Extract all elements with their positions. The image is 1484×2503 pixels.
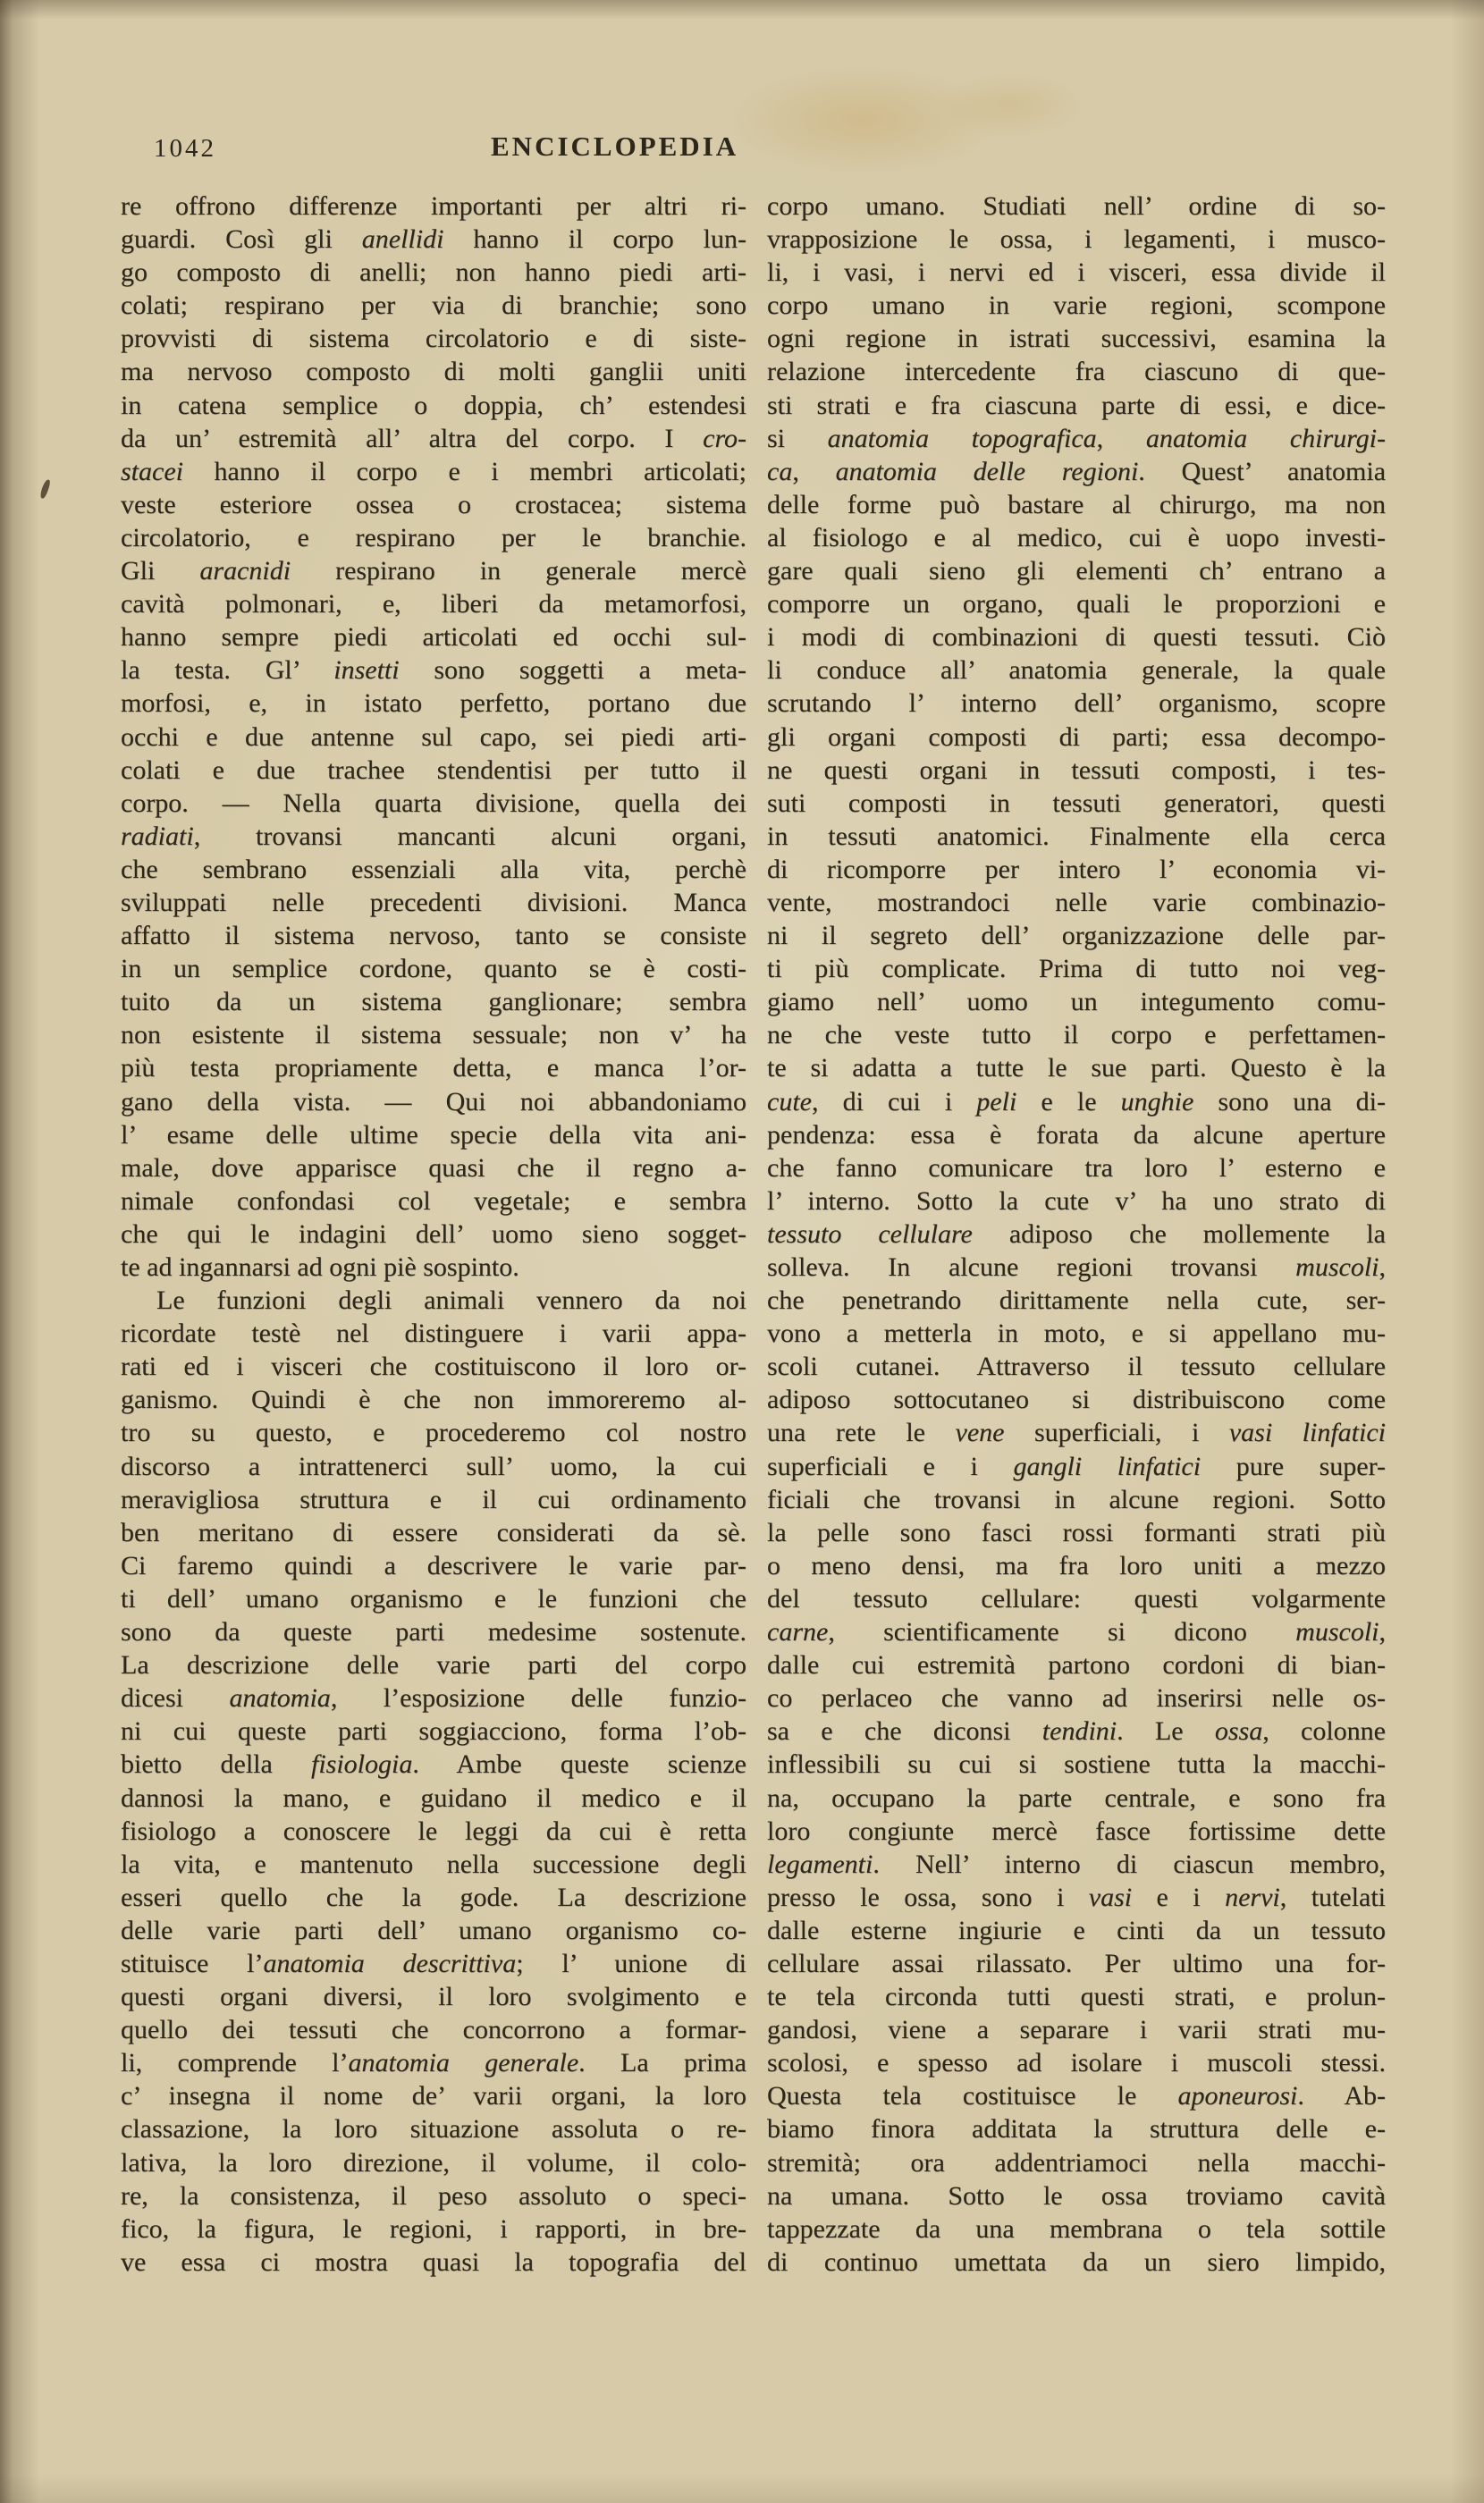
text-line: Ci faremo quindi a descrivere le varie par-	[121, 1550, 746, 1580]
text-line: di ricomporre per intero l’ economia vi-	[767, 854, 1386, 884]
page-number: 1042	[154, 134, 216, 163]
text-line: circolatorio, e respirano per le branchie.	[121, 522, 746, 552]
text-line: La descrizione delle varie parti del corpo	[121, 1650, 746, 1681]
text-line: corpo umano. Studiati nell’ ordine di so-	[767, 191, 1386, 221]
text-line: ve essa ci mostra quasi la topografia del	[121, 2246, 746, 2277]
text-line: Le funzioni degli animali vennero da noi	[156, 1285, 746, 1316]
text-line: li, i vasi, i nervi ed i visceri, essa divide il	[767, 257, 1386, 288]
text-line: biamo finora additata la struttura delle e-	[767, 2114, 1386, 2145]
text-line: dannosi la mano, e guidano il medico e il	[121, 1782, 746, 1813]
text-line: hanno sempre piedi articolati ed occhi sul-	[121, 622, 746, 653]
text-line: gandosi, viene a separare i varii strati mu-	[767, 2015, 1386, 2045]
text-line: vente, mostrandoci nelle varie combinazio-	[767, 887, 1386, 917]
text-line: in tessuti anatomici. Finalmente ella cerca	[767, 821, 1386, 851]
text-line: affatto il sistema nervoso, tanto se consiste	[121, 921, 746, 951]
text-line: scolosi, e spesso ad isolare i muscoli stessi.	[767, 2048, 1386, 2078]
text-line: nimale confondasi col vegetale; e sembra	[121, 1185, 746, 1216]
text-line: o meno densi, ma fra loro uniti a mezzo	[767, 1550, 1386, 1580]
text-line: i modi di combinazioni di questi tessuti. Ciò	[767, 622, 1386, 653]
text-line: relazione intercedente fra ciascuno di que-	[767, 357, 1386, 387]
text-line: ma nervoso composto di molti ganglii uniti	[121, 357, 746, 387]
text-line: occhi e due antenne sul capo, sei piedi arti-	[121, 721, 746, 752]
text-line: go composto di anelli; non hanno piedi arti-	[121, 257, 746, 288]
text-line: sono da queste parti medesime sostenute.	[121, 1617, 746, 1648]
text-line: cellulare assai rilassato. Per ultimo una for-	[767, 1948, 1386, 1978]
text-line: rati ed i visceri che costituiscono il loro or-	[121, 1352, 746, 1382]
text-line: dalle cui estremità partono cordoni di bian-	[767, 1650, 1386, 1681]
text-line: tuito da un sistema ganglionare; sembra	[121, 987, 746, 1017]
text-line: delle varie parti dell’ umano organismo co-	[121, 1915, 746, 1945]
text-line: loro congiunte mercè fasce fortissime dette	[767, 1816, 1386, 1846]
text-line: che fanno comunicare tra loro l’ esterno e	[767, 1152, 1386, 1183]
text-line: più testa propriamente detta, e manca l’or-	[121, 1053, 746, 1083]
text-line: te ad ingannarsi ad ogni piè sospinto.	[121, 1252, 519, 1282]
text-line: provvisti di sistema circolatorio e di siste-	[121, 324, 746, 354]
text-line: lativa, la loro direzione, il volume, il colo-	[121, 2147, 746, 2178]
text-line: meravigliosa struttura e il cui ordinamento	[121, 1484, 746, 1514]
text-line: te tela circonda tutti questi strati, e prolun-	[767, 1982, 1386, 2012]
text-line: Questa tela costituisce le aponeurosi. Ab-	[767, 2081, 1386, 2111]
text-line: dicesi anatomia, l’esposizione delle funzio-	[121, 1683, 746, 1714]
text-line: veste esteriore ossea o crostacea; sistema	[121, 489, 746, 519]
text-line: sti strati e fra ciascuna parte di essi, e dice-	[767, 390, 1386, 420]
text-line: suti composti in tessuti generatori, questi	[767, 788, 1386, 818]
running-title: ENCICLOPEDIA	[491, 131, 739, 162]
text-line: c’ insegna il nome de’ varii organi, la loro	[121, 2081, 746, 2111]
text-line: li, comprende l’anatomia generale. La prima	[121, 2048, 746, 2078]
text-line: di continuo umettata da un siero limpido,	[767, 2246, 1386, 2277]
text-line: ne questi organi in tessuti composti, i tes-	[767, 754, 1386, 785]
text-line: bietto della fisiologia. Ambe queste scienze	[121, 1749, 746, 1780]
text-line: esseri quello che la gode. La descrizione	[121, 1882, 746, 1912]
text-line: superficiali e i gangli linfatici pure super-	[767, 1451, 1386, 1481]
text-line: del tessuto cellulare: questi volgarmente	[767, 1583, 1386, 1614]
text-line: co perlaceo che vanno ad inserirsi nelle os-	[767, 1683, 1386, 1714]
text-line: te si adatta a tutte le sue parti. Questo è la	[767, 1053, 1386, 1083]
text-line: tro su questo, e procederemo col nostro	[121, 1418, 746, 1448]
text-line: dalle esterne ingiurie e cinti da un tessuto	[767, 1915, 1386, 1945]
text-line: na umana. Sotto le ossa troviamo cavità	[767, 2180, 1386, 2211]
text-line: presso le ossa, sono i vasi e i nervi, tutelati	[767, 1882, 1386, 1912]
text-line: comporre un organo, quali le proporzioni e	[767, 589, 1386, 619]
text-line: sa e che diconsi tendini. Le ossa, colonne	[767, 1716, 1386, 1747]
text-line: stacei hanno il corpo e i membri articolati;	[121, 456, 746, 486]
text-line: guardi. Così gli anellidi hanno il corpo lun-	[121, 224, 746, 255]
text-line: corpo. — Nella quarta divisione, quella dei	[121, 788, 746, 818]
text-line: morfosi, e, in istato perfetto, portano due	[121, 688, 746, 719]
text-line: li conduce all’ anatomia generale, la quale	[767, 655, 1386, 686]
text-line: adiposo sottocutaneo si distribuiscono come	[767, 1385, 1386, 1415]
text-column-left	[121, 190, 746, 2279]
text-line: inflessibili su cui si sostiene tutta la macchi-	[767, 1749, 1386, 1780]
text-line: gano della vista. — Qui noi abbandoniamo	[121, 1086, 746, 1117]
text-line: carne, scientificamente si dicono muscoli,	[767, 1617, 1386, 1648]
text-line: pendenza: essa è forata da alcune aperture	[767, 1119, 1386, 1150]
text-line: che sembrano essenziali alla vita, perchè	[121, 854, 746, 884]
text-line: una rete le vene superficiali, i vasi linfatici	[767, 1418, 1386, 1448]
text-line: l’ esame delle ultime specie della vita ani-	[121, 1119, 746, 1150]
text-line: solleva. In alcune regioni trovansi muscoli,	[767, 1252, 1386, 1282]
text-line: classazione, la loro situazione assoluta o re-	[121, 2114, 746, 2145]
text-line: ca, anatomia delle regioni. Quest’ anatomia	[767, 456, 1386, 486]
text-line: vono a metterla in moto, e si appellano mu-	[767, 1319, 1386, 1349]
text-line: ogni regione in istrati successivi, esamina la	[767, 324, 1386, 354]
text-line: che penetrando dirittamente nella cute, ser-	[767, 1285, 1386, 1316]
text-line: ricordate testè nel distinguere i varii appa-	[121, 1319, 746, 1349]
text-line: tessuto cellulare adiposo che mollemente la	[767, 1218, 1386, 1249]
text-line: ti più complicate. Prima di tutto noi veg-	[767, 954, 1386, 984]
text-line: sviluppati nelle precedenti divisioni. Manca	[121, 887, 746, 917]
text-line: non esistente il sistema sessuale; non v’ ha	[121, 1020, 746, 1050]
text-line: si anatomia topografica, anatomia chirurgi-	[767, 423, 1386, 453]
text-line: in un semplice cordone, quanto se è costi-	[121, 954, 746, 984]
text-line: colati e due trachee stendentisi per tutto il	[121, 754, 746, 785]
text-line: na, occupano la parte centrale, e sono fra	[767, 1782, 1386, 1813]
text-line: questi organi diversi, il loro svolgimento e	[121, 1982, 746, 2012]
text-line: giamo nell’ uomo un integumento comu-	[767, 987, 1386, 1017]
text-column-right	[767, 190, 1386, 2279]
text-line: vrapposizione le ossa, i legamenti, i musco-	[767, 224, 1386, 255]
text-line: scrutando l’ interno dell’ organismo, scopre	[767, 688, 1386, 719]
text-line: al fisiologo e al medico, cui è uopo investi-	[767, 522, 1386, 552]
text-line: da un’ estremità all’ altra del corpo. I cro-	[121, 423, 746, 453]
text-line: legamenti. Nell’ interno di ciascun membro,	[767, 1849, 1386, 1879]
text-line: ni cui queste parti soggiacciono, forma l’ob-	[121, 1716, 746, 1747]
text-line: gli organi composti di parti; essa decompo-	[767, 721, 1386, 752]
text-line: quello dei tessuti che concorrono a formar-	[121, 2015, 746, 2045]
text-line: Gli aracnidi respirano in generale mercè	[121, 556, 746, 586]
text-line: l’ interno. Sotto la cute v’ ha uno strato di	[767, 1185, 1386, 1216]
text-line: stremità; ora addentriamoci nella macchi-	[767, 2147, 1386, 2178]
text-line: che qui le indagini dell’ uomo sieno sogget-	[121, 1218, 746, 1249]
ink-mark	[39, 478, 51, 499]
text-line: corpo umano in varie regioni, scompone	[767, 291, 1386, 321]
text-line: ganismo. Quindi è che non immoreremo al-	[121, 1385, 746, 1415]
text-line: in catena semplice o doppia, ch’ estendesi	[121, 390, 746, 420]
text-line: ben meritano di essere considerati da sè.	[121, 1517, 746, 1547]
text-line: stituisce l’anatomia descrittiva; l’ unione di	[121, 1948, 746, 1978]
text-line: male, dove apparisce quasi che il regno a-	[121, 1152, 746, 1183]
text-line: ti dell’ umano organismo e le funzioni che	[121, 1583, 746, 1614]
text-line: la vita, e mantenuto nella successione degli	[121, 1849, 746, 1879]
text-line: cute, di cui i peli e le unghie sono una di-	[767, 1086, 1386, 1117]
text-line: radiati, trovansi mancanti alcuni organi,	[121, 821, 746, 851]
text-line: fico, la figura, le regioni, i rapporti, in bre-	[121, 2213, 746, 2244]
text-line: scoli cutanei. Attraverso il tessuto cellulare	[767, 1352, 1386, 1382]
text-line: la pelle sono fasci rossi formanti strati più	[767, 1517, 1386, 1547]
text-line: ni il segreto dell’ organizzazione delle par-	[767, 921, 1386, 951]
text-line: re offrono differenze importanti per altri ri-	[121, 191, 746, 221]
text-line: re, la consistenza, il peso assoluto o speci-	[121, 2180, 746, 2211]
text-line: la testa. Gl’ insetti sono soggetti a meta-	[121, 655, 746, 686]
text-line: fisiologo a conoscere le leggi da cui è retta	[121, 1816, 746, 1846]
text-line: ne che veste tutto il corpo e perfettamen-	[767, 1020, 1386, 1050]
text-line: colati; respirano per via di branchie; sono	[121, 291, 746, 321]
text-line: ficiali che trovansi in alcune regioni. Sotto	[767, 1484, 1386, 1514]
text-line: discorso a intrattenerci sull’ uomo, la cui	[121, 1451, 746, 1481]
text-line: tappezzate da una membrana o tela sottile	[767, 2213, 1386, 2244]
text-line: gare quali sieno gli elementi ch’ entrano a	[767, 556, 1386, 586]
text-line: cavità polmonari, e, liberi da metamorfosi,	[121, 589, 746, 619]
text-line: delle forme può bastare al chirurgo, ma non	[767, 489, 1386, 519]
